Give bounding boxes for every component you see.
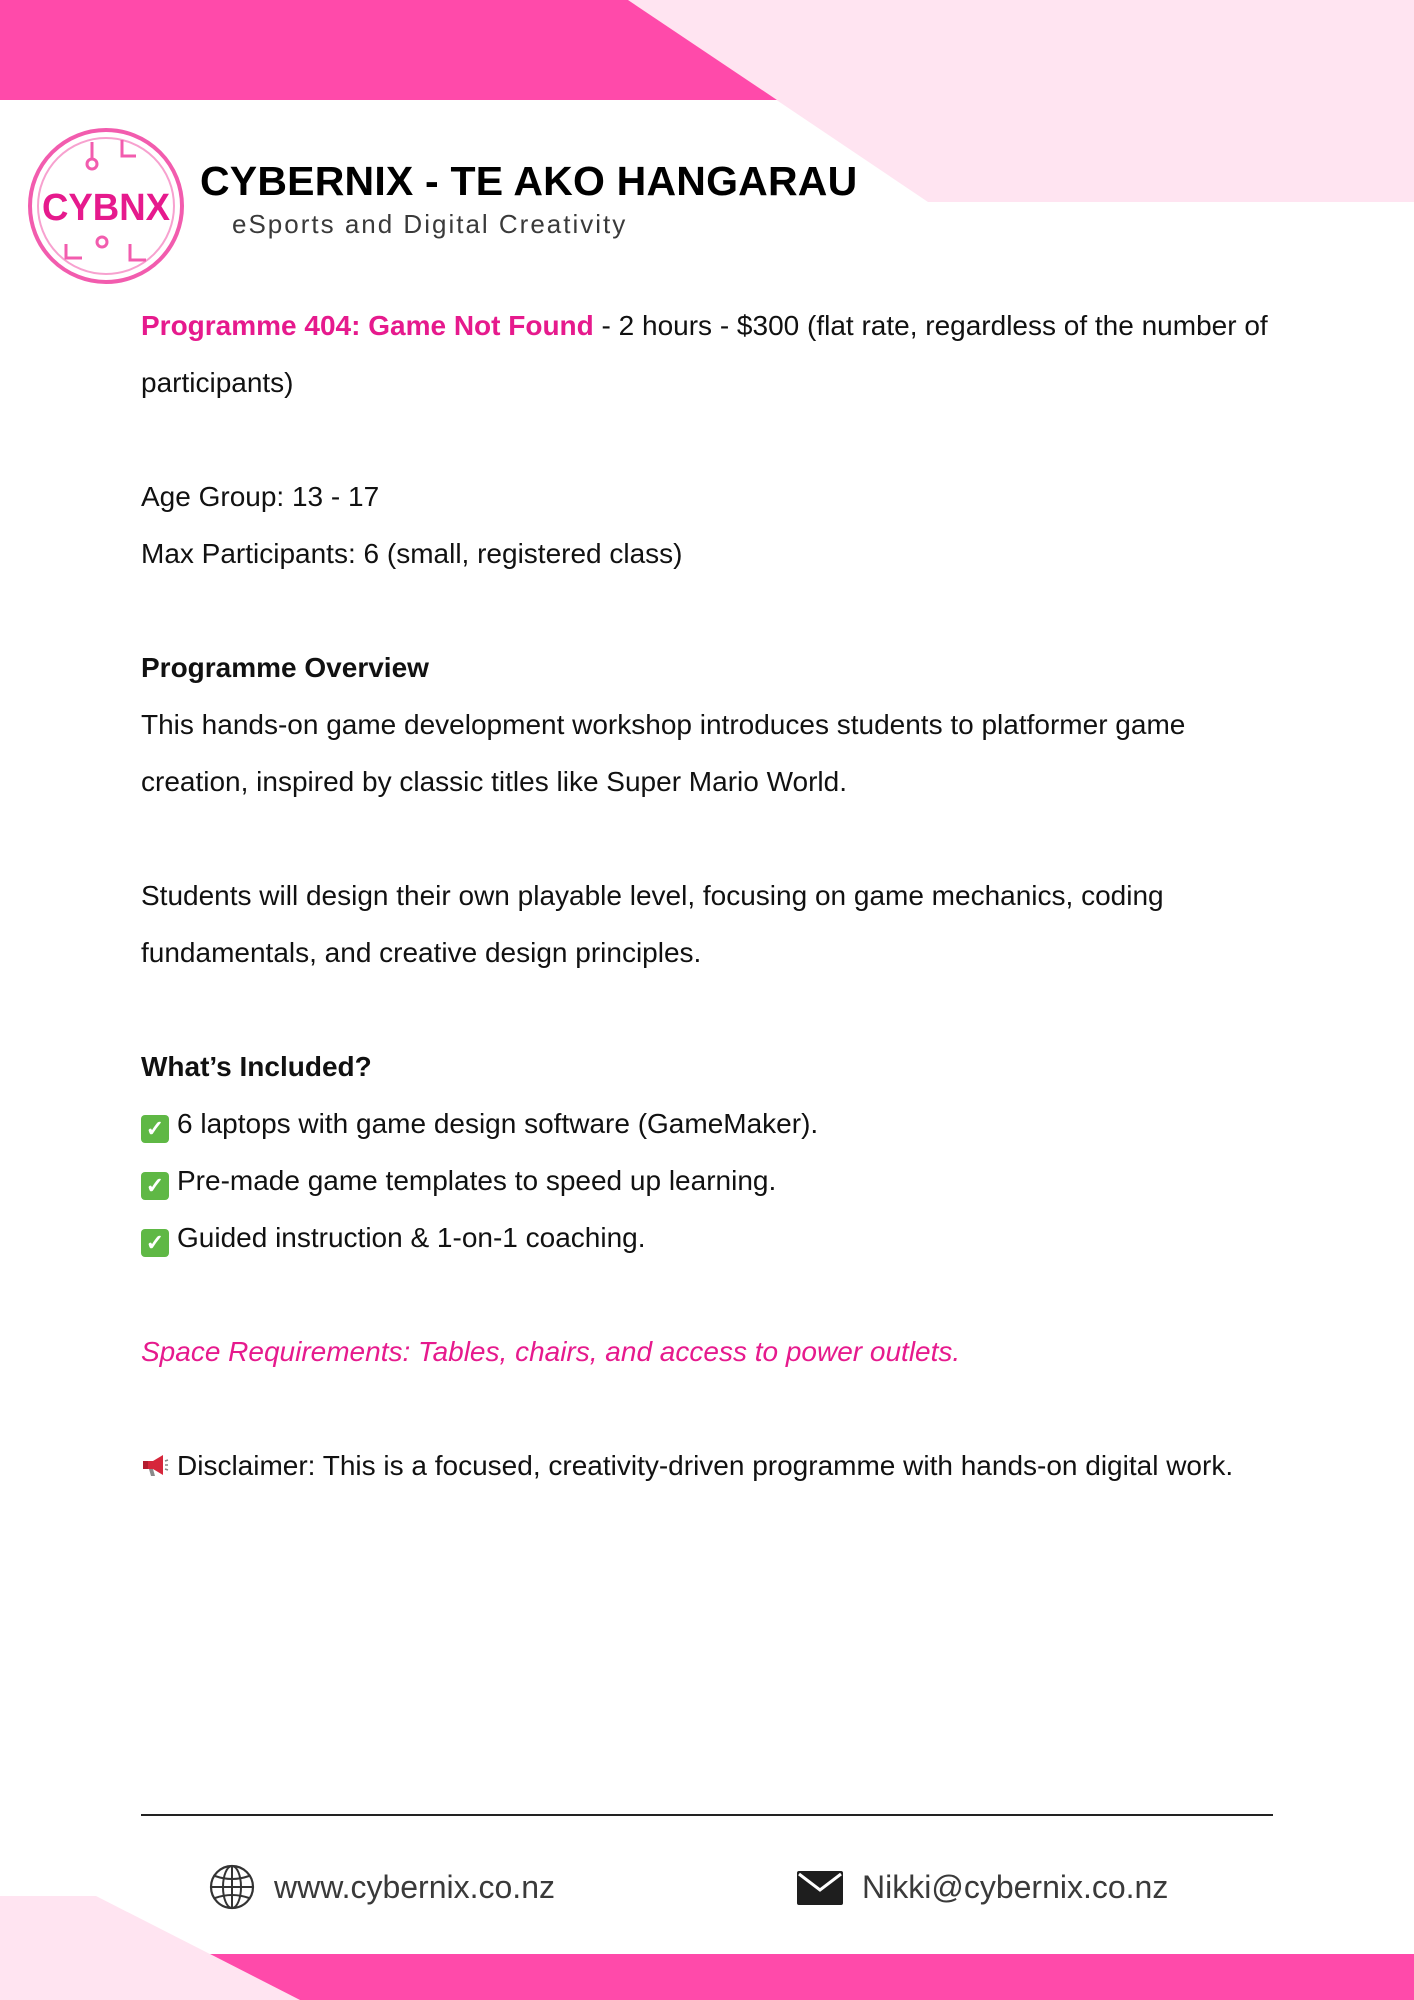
- overview-heading: Programme Overview: [141, 652, 429, 683]
- envelope-icon: [796, 1867, 844, 1907]
- check-mark-icon: ✓: [141, 1115, 169, 1143]
- disclaimer-line: [141, 1437, 1281, 1494]
- programme-content: [141, 297, 1281, 1494]
- bottom-pink-banner: [210, 1954, 1414, 2000]
- included-item: ✓ 6 laptops with game design software (GameMaker).: [141, 1095, 1281, 1152]
- check-mark-icon: ✓: [141, 1229, 169, 1257]
- check-mark-icon: ✓: [141, 1172, 169, 1200]
- max-participants: Max Participants: 6 (small, registered class): [141, 538, 683, 569]
- included-item: ✓ Pre-made game templates to speed up learning.: [141, 1152, 1281, 1209]
- included-item: ✓ Guided instruction & 1-on-1 coaching.: [141, 1209, 1281, 1266]
- overview-paragraph-1: This hands-on game development workshop introduces students to platformer game creation, inspired by classic titles like Super Mario World.: [141, 709, 1186, 797]
- age-group: Age Group: 13 - 17: [141, 481, 380, 512]
- megaphone-icon: [141, 1451, 169, 1479]
- cybnx-logo: [26, 126, 186, 286]
- footer-website[interactable]: [208, 1862, 555, 1912]
- programme-heading-line: [141, 297, 1281, 411]
- space-requirements: Space Requirements: Tables, chairs, and access to power outlets.: [141, 1336, 961, 1367]
- overview-paragraph-2: Students will design their own playable level, focusing on game mechanics, coding fundamentals, and creative design principles.: [141, 880, 1164, 968]
- email-link[interactable]: Nikki@cybernix.co.nz: [862, 1868, 1169, 1905]
- website-link[interactable]: www.cybernix.co.nz: [274, 1868, 555, 1905]
- footer-divider: [141, 1814, 1273, 1816]
- programme-summary: - 2 hours - $300 (flat rate, regardless of the number of participants): [141, 310, 1268, 398]
- footer-email[interactable]: [796, 1862, 1168, 1912]
- logo-text: CYBNX: [42, 187, 171, 229]
- included-heading: What’s Included?: [141, 1051, 372, 1082]
- globe-icon: [208, 1863, 256, 1911]
- programme-title: Programme 404: Game Not Found: [141, 310, 594, 341]
- brand-title: CYBERNIX - TE AKO HANGARAU: [200, 158, 858, 204]
- brand-subtitle: eSports and Digital Creativity: [232, 209, 628, 239]
- disclaimer-text: Disclaimer: This is a focused, creativity-driven programme with hands-on digital work.: [177, 1450, 1234, 1481]
